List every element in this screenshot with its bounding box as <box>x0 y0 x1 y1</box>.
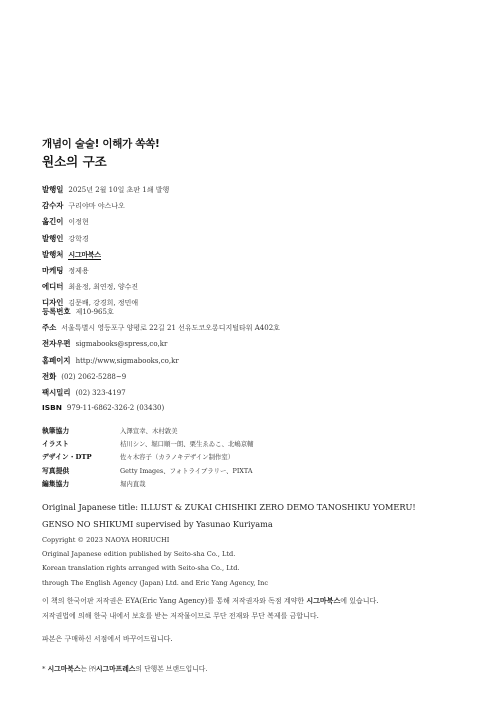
original-edition-line: Original Japanese edition published by Seito-sha Co., Ltd. <box>42 550 236 559</box>
staff-value: 정제용 <box>68 266 89 275</box>
staff-value: 이정현 <box>68 218 89 227</box>
credit-label: 写真提供 <box>42 466 70 475</box>
staff-row <box>42 265 169 281</box>
footnote-star: * <box>42 665 48 673</box>
staff-row <box>42 184 169 200</box>
contact-label: 등록번호 <box>42 307 71 316</box>
credit-label: 編集協力 <box>42 479 70 488</box>
staff-label: 옮긴이 <box>42 217 64 227</box>
credit-row <box>42 478 254 491</box>
staff-label: 발행일 <box>42 185 64 194</box>
staff-label: 디자인 <box>42 298 64 308</box>
staff-value: 강학경 <box>68 234 89 243</box>
credit-value: 佐々木容子（カラノキデザイン制作室） <box>120 453 235 462</box>
staff-label: 에디터 <box>42 282 64 292</box>
contact-value: 제10-965호 <box>75 308 114 316</box>
brand-footnote <box>42 663 207 673</box>
staff-label: 발행인 <box>42 233 64 243</box>
notice-text: 에 있습니다. <box>340 597 379 605</box>
brand-name: 시그마북스 <box>306 597 341 605</box>
footnote-text: 는 ㈜ <box>80 665 96 673</box>
agency-line: through The English Agency (Japan) Ltd. and Eric Yang Agency, Inc <box>42 578 269 587</box>
contact-value: (02) 2062-5288~9 <box>61 372 127 381</box>
credit-row <box>42 451 254 464</box>
credit-row <box>42 438 254 451</box>
korean-rights-line: Korean translation rights arranged with Seito-sha Co., Ltd. <box>42 564 240 573</box>
staff-row <box>42 200 169 216</box>
original-title-line1: Original Japanese title: ILLUST & ZUKAI CHISHIKI ZERO DEMO TANOSHIKU YOMERU! <box>42 502 416 512</box>
contact-label: ISBN <box>42 403 62 413</box>
replacement-note: 파본은 구매하신 서점에서 바꾸어드립니다. <box>42 635 173 643</box>
staff-value: 김문배, 강경희, 정민애 <box>68 299 139 308</box>
staff-list <box>42 184 169 314</box>
contact-row <box>42 338 280 354</box>
book-title: 원소의 구조 <box>42 154 107 169</box>
japanese-credits <box>42 425 254 491</box>
original-title-line2: GENSO NO SHIKUMI supervised by Yasunao Kuriyama <box>42 519 273 529</box>
staff-row <box>42 281 169 297</box>
staff-label: 감수자 <box>42 201 64 211</box>
contact-row <box>42 403 280 419</box>
copyright-notice <box>42 594 378 623</box>
contact-label: 팩시밀리 <box>42 387 71 397</box>
credit-row <box>42 425 254 438</box>
staff-label: 마케팅 <box>42 265 64 275</box>
staff-value: 최윤정, 최연정, 양수진 <box>68 283 139 292</box>
credit-value: Getty Images、フォトライブラリー、PIXTA <box>120 466 253 475</box>
contact-label: 홈페이지 <box>42 355 71 365</box>
credit-value: 堀内直哉 <box>120 479 146 488</box>
contact-row <box>42 322 280 338</box>
credit-value: 入澤宣幸、木村敦美 <box>120 427 178 435</box>
publisher-logo: 시그마북스 <box>68 250 101 259</box>
credit-value: 桔川シン、堀口順一朗、栗生ゑゐこ、北嶋京輔 <box>120 440 254 449</box>
staff-row <box>42 216 169 232</box>
contact-value: http://www,sigmabooks,co,kr <box>75 356 179 365</box>
copyright-line: Copyright © 2023 NAOYA HORIUCHI <box>42 536 170 544</box>
staff-label: 발행처 <box>42 249 64 259</box>
contact-value: 979-11-6862-326-2 (03430) <box>66 404 165 413</box>
footnote-text: 의 단행본 브랜드입니다. <box>135 665 208 673</box>
contact-value: (02) 323-4197 <box>75 388 126 397</box>
contact-row <box>42 306 280 322</box>
contact-row <box>42 355 280 371</box>
contact-value: 서울특별시 영등포구 양평로 22길 21 선유도코오롱디지털타워 A402호 <box>61 324 280 333</box>
contact-label: 주소 <box>42 323 57 333</box>
series-tagline: 개념이 술술! 이해가 쏙쏙! <box>42 138 160 150</box>
staff-row <box>42 249 169 265</box>
company-name: 시그마프레스 <box>95 665 136 673</box>
credit-label: デザイン・DTP <box>42 453 92 462</box>
credit-row <box>42 465 254 478</box>
staff-value: 구리야마 야스나오 <box>68 202 125 211</box>
staff-value: 2025년 2월 10일 초판 1쇄 발행 <box>68 186 170 194</box>
brand-name: 시그마북스 <box>47 665 81 673</box>
contact-value: sigmabooks@spress,co,kr <box>75 340 168 349</box>
contact-row <box>42 387 280 403</box>
notice-line2: 저작권법에 의해 한국 내에서 보호를 받는 저작물이므로 무단 전재와 무단 복제를 금합니다. <box>42 611 319 620</box>
original-edition-info <box>42 499 416 590</box>
contact-label: 전화 <box>42 371 57 381</box>
contact-row <box>42 371 280 387</box>
staff-row <box>42 233 169 249</box>
notice-text: 이 책의 한국어판 저작권은 EYA(Eric Yang Agency)를 통해 저작권자와 독점 계약한 <box>42 597 307 605</box>
contact-list <box>42 306 280 419</box>
credit-label: イラスト <box>42 440 69 449</box>
notice-line1 <box>42 594 378 609</box>
contact-label: 전자우편 <box>42 339 71 349</box>
credit-label: 執筆協力 <box>42 427 70 435</box>
